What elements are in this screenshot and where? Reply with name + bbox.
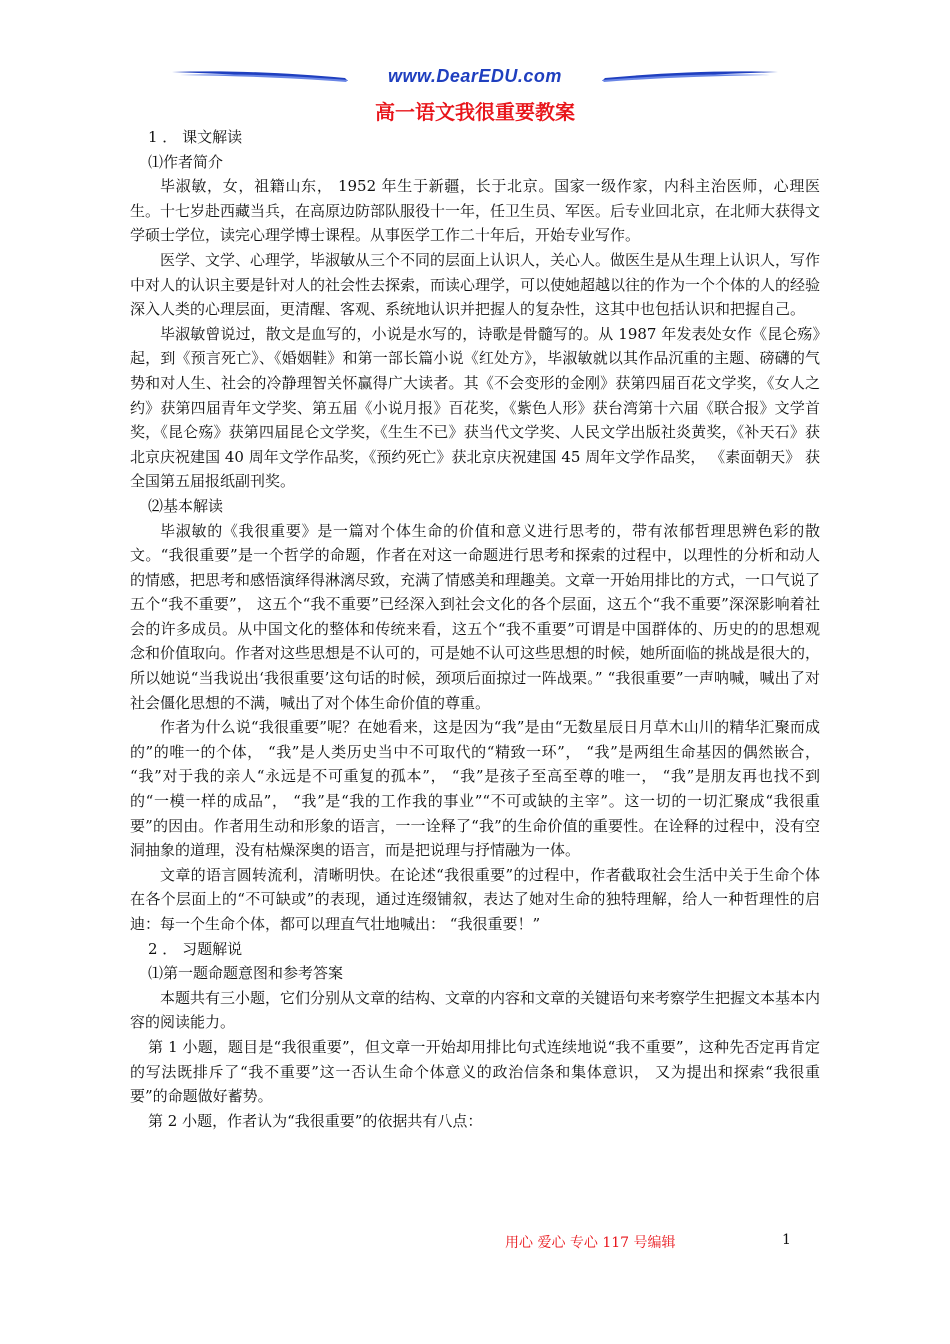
body-paragraph: 本题共有三小题，它们分别从文章的结构、文章的内容和文章的关键语句来考察学生把握文本基本内容的阅读能力。 xyxy=(130,988,821,1032)
section-heading: ⑴作者简介 xyxy=(148,152,224,171)
section-heading: ⑴第一题命题意图和参考答案 xyxy=(148,964,344,983)
section-heading: ⑵基本解读 xyxy=(148,496,224,515)
body-paragraph: 毕淑敏的《我很重要》是一篇对个体生命的价值和意义进行思考的，带有浓郁哲理思辨色彩的散文。“我很重要”是一个哲学的命题，作者在对这一命题进行思考和探索的过程中，以理性的分析和动人的情感，把思考和感悟演绎得淋漓尽致，充满了情感美和理趣美。文章一开始用排比的方式，一口气说了五个“我不重要”， 这五个“我不重要”已经深入到社会文化的各个层面，这五个“我不重要”深深影响着社会的许多成员。从中国文化的整体和传统来看，这五个“我不重要”可谓是中国群体的、历史的的思想观念和价值取向。作者对这些思想是不认可的，可是她不认可这些思想的时候，她所面临的挑战是很大的，所以她说“当我说出‘我很重要’这句话的时候，颈项后面掠过一阵战栗。” “我很重要”一声呐喊，喊出了对社会僵化思想的不满，喊出了对个体生命价值的尊重。 xyxy=(130,521,821,712)
section-heading: 1 ． 课文解读 xyxy=(148,128,243,146)
page-footer xyxy=(0,1232,950,1256)
page-number: 1 xyxy=(782,1232,791,1248)
site-header xyxy=(170,60,780,100)
body-paragraph: 毕淑敏曾说过，散文是血写的，小说是水写的，诗歌是骨髓写的。从 1987 年发表处女作《昆仑殇》起，到《预言死亡》、《婚姻鞋》和第一部长篇小说《红处方》，毕淑敏就以其作品沉重的主题、磅礴的气势和对人生、社会的冷静理智关怀赢得广大读者。其《不会变形的金刚》获第四届百花文学奖，《女人之约》获第四届青年文学奖、第五届《小说月报》百花奖，《紫色人形》获台湾第十六届《联合报》文学首奖，《昆仑殇》获第四届昆仑文学奖，《生生不已》获当代文学奖、人民文学出版社炎黄奖，《补天石》获北京庆祝建国 40 周年文学作品奖，《预约死亡》获北京庆祝建国 45 周年文学作品奖， 《素面朝天》 获全国第五届报纸副刊奖。 xyxy=(130,324,820,491)
section-heading: 第 1 小题，题目是“我很重要”，但文章一开始却用排比句式连续地说“我不重要”，这种先否定再肯定的写法既排斥了“我不重要”这一否认生命个体意义的政治信条和集体意识， 又为提出和探索“我很重要”的命题做好蓄势。 xyxy=(130,1037,820,1106)
site-logo-text[interactable]: www.DearEDU.com xyxy=(388,66,562,86)
body-paragraph: 医学、文学、心理学，毕淑敏从三个不同的层面上认识人，关心人。做医生是从生理上认识人，写作中对人的认识主要是针对人的社会性去探索，而读心理学，可以使她超越以往的作为一个个体的人的经验深入人类的心理层面，更清醒、客观、系统地认识并把握人的复杂性，这其中也包括认识和把握自己。 xyxy=(130,250,821,319)
body-paragraph: 作者为什么说“我很重要”呢？在她看来，这是因为“我”是由“无数星辰日月草木山川的精华汇聚而成的”的唯一的个体， “我”是人类历史当中不可取代的“精致一环”， “我”是两组生命基因的偶然嵌合， “我”对于我的亲人“永远是不可重复的孤本”， “我”是孩子至高至尊的唯一， “我”是朋友再也找不到的“一模一样的成品”， “我”是“我的工作我的事业”“不可或缺的主宰”。这一切的一切汇聚成“我很重要”的因由。作者用生动和形象的语言，一一诠释了“我”的生命价值的重要性。在诠释的过程中，没有空洞抽象的道理，没有枯燥深奥的语言，而是把说理与抒情融为一体。 xyxy=(130,718,820,860)
body-paragraph: 文章的语言圆转流利，清晰明快。在论述“我很重要”的过程中，作者截取社会生活中关于生命个体在各个层面上的“不可缺或”的表现，通过连缀铺叙，表达了她对生命的独特理解，给人一种哲理性的启迪：每一个生命个体，都可以理直气壮地喊出： “我很重要！” xyxy=(130,865,820,933)
section-heading: 2 ． 习题解说 xyxy=(148,939,243,958)
body-paragraph: 毕淑敏，女，祖籍山东， 1952 年生于新疆，长于北京。国家一级作家，内科主治医师，心理医生。十七岁赴西藏当兵，在高原边防部队服役十一年，任卫生员、军医。后专业回北京，在北师大获得文学硕士学位，读完心理学博士课程。从事医学工作二十年后，开始专业写作。 xyxy=(130,177,821,245)
footer-note: 用心 爱心 专心 117 号编辑 xyxy=(505,1235,676,1251)
section-heading: 第 2 小题，作者认为“我很重要”的依据共有八点： xyxy=(148,1111,483,1130)
document-body xyxy=(130,125,820,1133)
document-title: 高一语文我很重要教案 xyxy=(375,100,575,124)
